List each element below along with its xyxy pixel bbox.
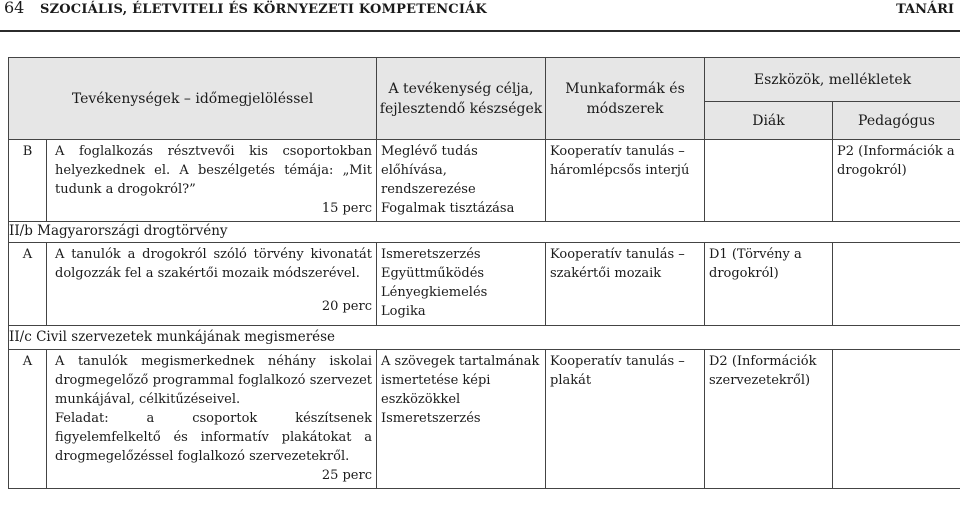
goal-line: Együttműködés bbox=[381, 266, 485, 281]
header-goal-line1: A tevékenység célja, bbox=[388, 80, 534, 97]
row-method: Kooperatív tanulás – plakát bbox=[546, 350, 705, 489]
section-title: II/b Magyarországi drogtörvény bbox=[9, 222, 960, 243]
audience-tag: TANÁRI bbox=[896, 2, 954, 17]
row-code: A bbox=[9, 243, 47, 326]
header-methods-line1: Munkaformák és bbox=[565, 80, 685, 97]
section-row bbox=[9, 222, 960, 243]
row-student-material bbox=[705, 140, 833, 222]
goal-line: A szövegek tartalmának ismertetése képi eszközökkel bbox=[381, 354, 540, 407]
header-activities: Tevékenységek – időmegjelöléssel bbox=[9, 58, 377, 140]
row-activity bbox=[47, 350, 377, 489]
row-code: A bbox=[9, 350, 47, 489]
activity-time: 20 perc bbox=[321, 299, 372, 314]
activity-text: A tanulók megismerkednek néhány iskolai drogmegelőző programmal foglalkozó szervezet munkájával, célkitűzéseivel. bbox=[55, 354, 372, 407]
running-title: SZOCIÁLIS, ÉLETVITELI ÉS KÖRNYEZETI KOMPETENCIÁK bbox=[40, 2, 487, 17]
header-goal-line2: fejlesztendő készségek bbox=[379, 100, 543, 117]
header-rule bbox=[0, 30, 960, 32]
table-row bbox=[9, 243, 960, 326]
section-row bbox=[9, 326, 960, 350]
page-header bbox=[0, 0, 960, 22]
activity-text: A tanulók a drogokról szóló törvény kivonatát dolgozzák fel a szakértői mozaik módszerével. bbox=[55, 247, 372, 281]
row-goal bbox=[377, 350, 546, 489]
header-student: Diák bbox=[705, 102, 833, 140]
goal-line: Logika bbox=[381, 304, 426, 319]
header-tools: Eszközök, mellékletek bbox=[705, 58, 960, 102]
table-row bbox=[9, 140, 960, 222]
goal-line: Ismeretszerzés bbox=[381, 247, 481, 262]
header-methods-line2: módszerek bbox=[586, 100, 664, 117]
goal-line: Meglévő tudás előhívása, rendszerezése bbox=[381, 144, 478, 197]
section-title: II/c Civil szervezetek munkájának megismerése bbox=[9, 326, 960, 350]
goal-line: Lényegkiemelés bbox=[381, 285, 488, 300]
row-method: Kooperatív tanulás – háromlépcsős interjú bbox=[546, 140, 705, 222]
goal-line: Fogalmak tisztázása bbox=[381, 201, 515, 216]
page-number: 64 bbox=[4, 0, 25, 17]
activity-time: 25 perc bbox=[321, 468, 372, 483]
activity-task: Feladat: a csoportok készítsenek figyelemfelkeltő és informatív plakátokat a drogmegelőzéssel foglalkozó szervezetekről. bbox=[55, 411, 372, 464]
activity-text: A foglalkozás résztvevői kis csoportokban helyezkednek el. A beszélgetés témája: „Mit tudunk a drogokról?” bbox=[55, 144, 372, 197]
row-goal bbox=[377, 243, 546, 326]
activity-table bbox=[8, 57, 960, 489]
row-activity bbox=[47, 140, 377, 222]
row-method: Kooperatív tanulás – szakértői mozaik bbox=[546, 243, 705, 326]
row-teacher-material bbox=[833, 243, 960, 326]
row-goal bbox=[377, 140, 546, 222]
row-activity bbox=[47, 243, 377, 326]
header-teacher: Pedagógus bbox=[833, 102, 960, 140]
row-teacher-material: P2 (Információk a drogokról) bbox=[833, 140, 960, 222]
header-methods bbox=[546, 58, 705, 140]
row-student-material: D1 (Törvény a drogokról) bbox=[705, 243, 833, 326]
row-student-material: D2 (Információk szervezetekről) bbox=[705, 350, 833, 489]
row-teacher-material bbox=[833, 350, 960, 489]
table-row bbox=[9, 350, 960, 489]
header-goal bbox=[377, 58, 546, 140]
goal-line: Ismeretszerzés bbox=[381, 411, 481, 426]
row-code: B bbox=[9, 140, 47, 222]
activity-time: 15 perc bbox=[321, 201, 372, 216]
